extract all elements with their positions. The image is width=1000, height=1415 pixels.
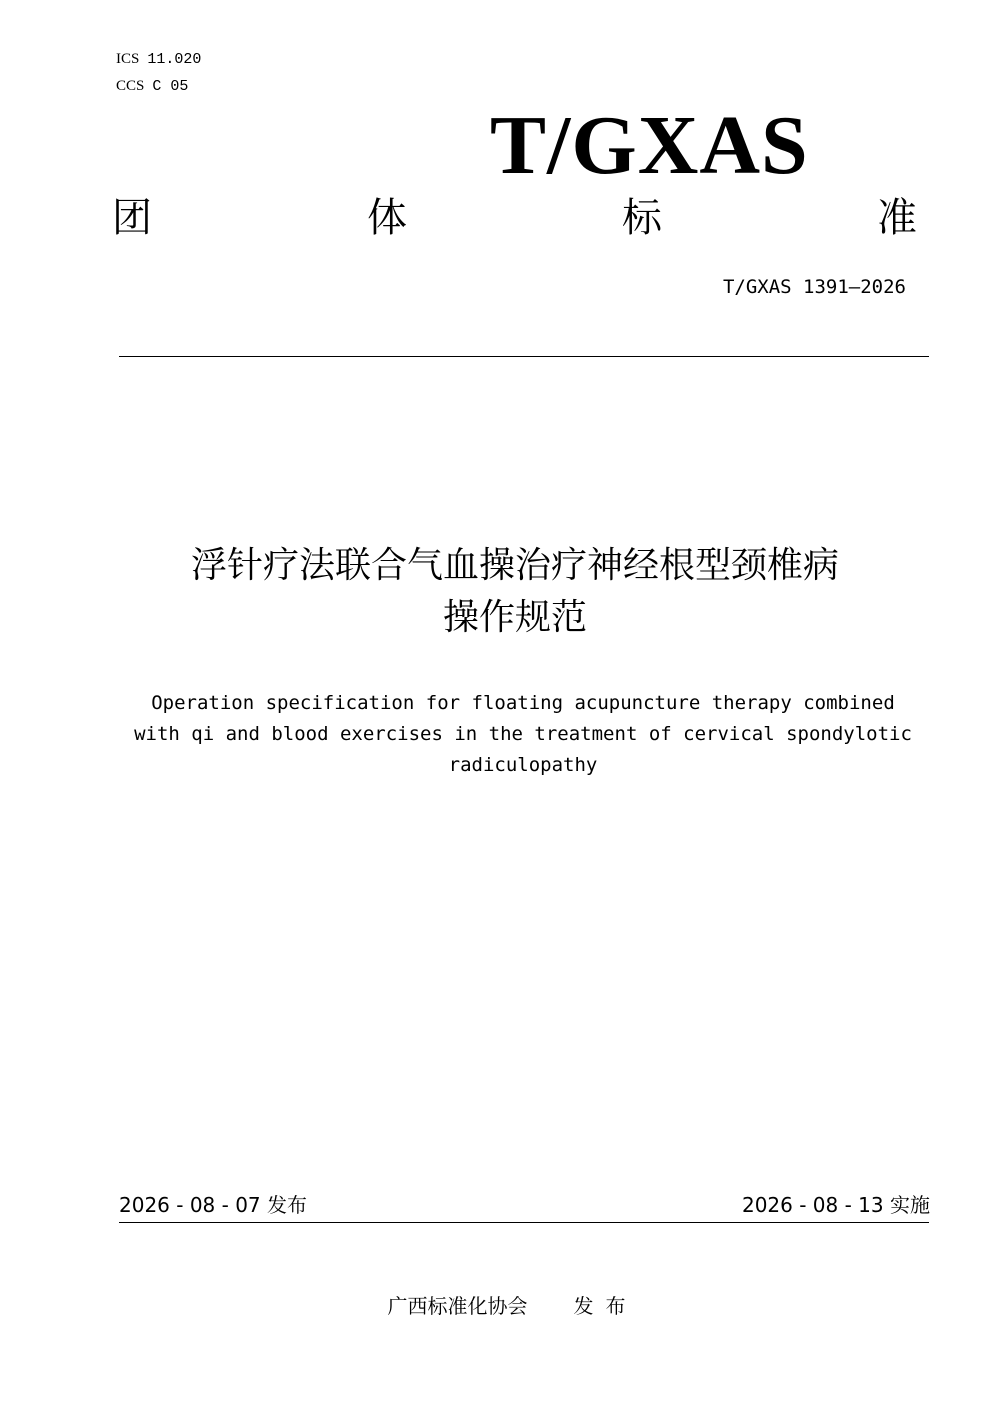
english-title-line: radiculopathy (448, 754, 598, 776)
standard-type-char: 团 (112, 195, 152, 241)
chinese-title-line: 浮针疗法联合气血操治疗神经根型颈椎病 (190, 545, 839, 586)
issuer-action: 发布 (573, 1294, 638, 1318)
ics-value: 11.020 (147, 51, 202, 68)
issuer-organization: 广西标准化协会 (387, 1294, 528, 1318)
ics-code (116, 48, 201, 70)
ccs-code (116, 75, 188, 97)
bottom-divider (119, 1222, 929, 1223)
ccs-label: CCS (116, 78, 145, 94)
top-divider (119, 356, 929, 357)
chinese-title-line: 操作规范 (442, 597, 587, 638)
ics-label: ICS (116, 51, 140, 67)
english-title (105, 688, 941, 781)
standard-brand-code: T/GXAS (490, 99, 809, 192)
issue-date: 2026 - 08 - 07 发布 (119, 1193, 308, 1217)
standard-type-char: 准 (877, 195, 917, 241)
english-title-line: Operation specification for floating acupuncture therapy combined (151, 692, 895, 714)
standard-type-char: 体 (367, 195, 407, 241)
standard-type-heading (112, 190, 920, 246)
english-title-line: with qi and blood exercises in the treatment of cervical spondylotic (134, 723, 912, 745)
issuer-line (0, 1290, 1000, 1322)
standard-type-char: 标 (622, 195, 662, 241)
implementation-date: 2026 - 08 - 13 实施 (741, 1193, 930, 1217)
ccs-value: C 05 (152, 78, 189, 95)
standard-number: T/GXAS 1391—2026 (722, 276, 906, 298)
chinese-title (100, 540, 930, 644)
